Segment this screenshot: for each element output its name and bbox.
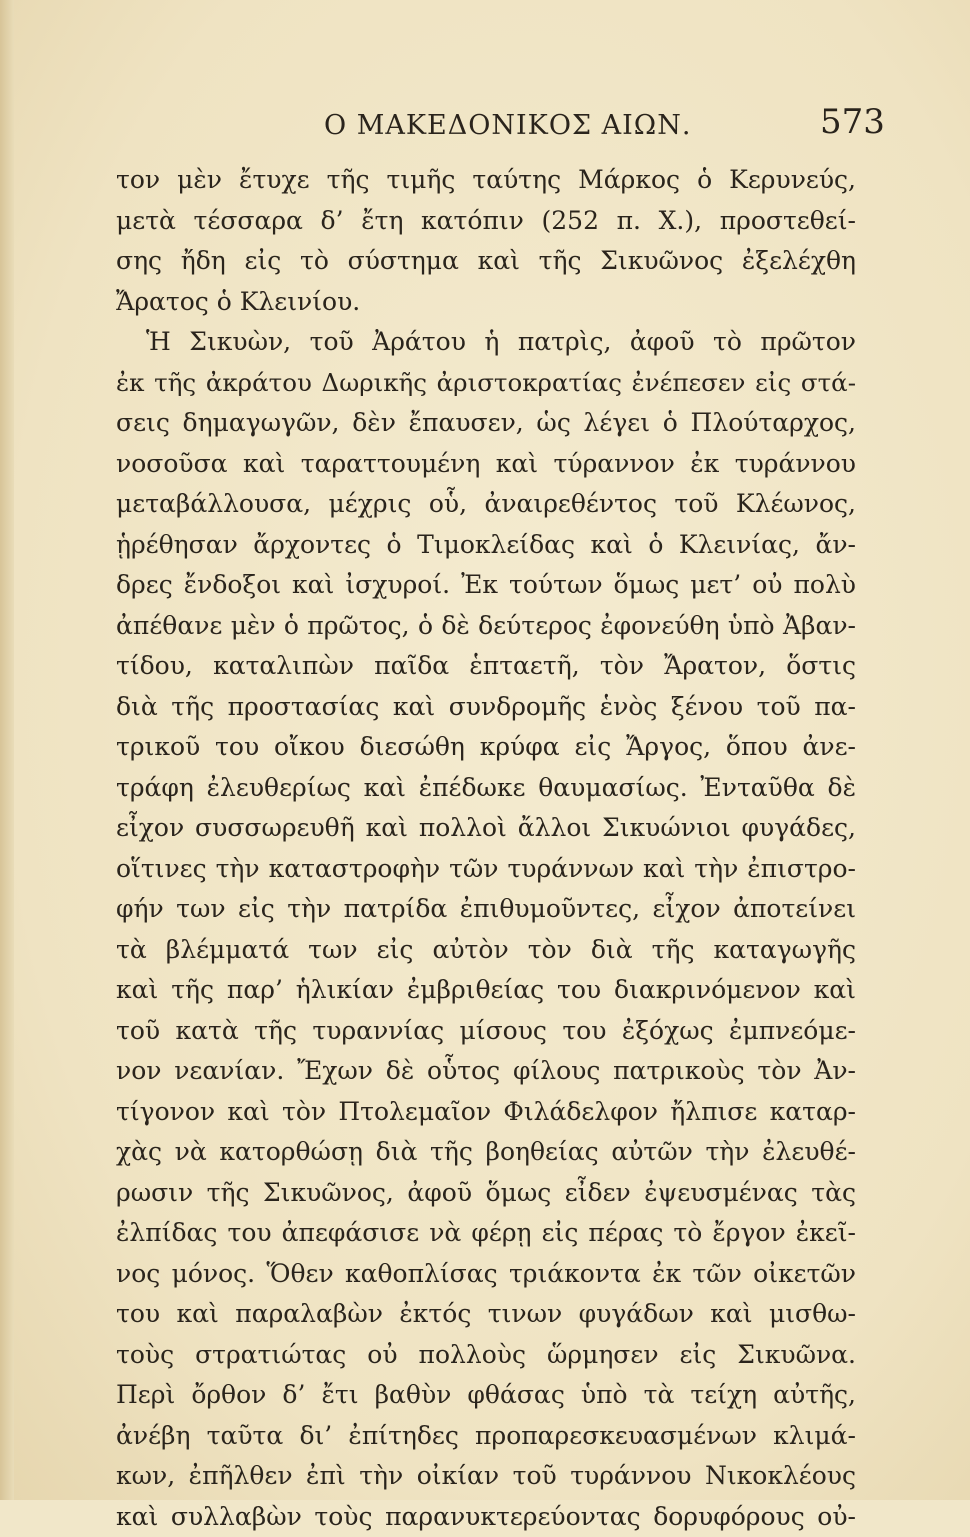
text-line: του καὶ παραλαβὼν ἐκτός τινων φυγάδων καὶ μισθω- xyxy=(116,1294,856,1335)
binding-edge xyxy=(0,0,14,1500)
text-line: εἶχον συσσωρευθῆ καὶ πολλοὶ ἄλλοι Σικυώνιοι φυγάδες, xyxy=(116,808,856,849)
page-number: 573 xyxy=(820,102,885,142)
text-line: σης ἤδη εἰς τὸ σύστημα καὶ τῆς Σικυῶνος ἐξελέχθη xyxy=(116,241,856,282)
text-line: ἀνέβη ταῦτα δι’ ἐπίτηδες προπαρεσκευασμένων κλιμά- xyxy=(116,1416,856,1457)
text-line: κων, ἐπῆλθεν ἐπὶ τὴν οἰκίαν τοῦ τυράννου Νικοκλέους xyxy=(116,1456,856,1497)
text-line: νον νεανίαν. Ἔχων δὲ οὗτος φίλους πατρικοὺς τὸν Ἀν- xyxy=(116,1051,856,1092)
text-line: ᾑρέθησαν ἄρχοντες ὁ Τιμοκλείδας καὶ ὁ Κλεινίας, ἄν- xyxy=(116,525,856,566)
text-line: ἐλπίδας του ἀπεφάσισε νὰ φέρῃ εἰς πέρας τὸ ἔργον ἐκεῖ- xyxy=(116,1213,856,1254)
text-line: ἀπέθανε μὲν ὁ πρῶτος, ὁ δὲ δεύτερος ἐφονεύθη ὑπὸ Ἀβαν- xyxy=(116,606,856,647)
text-line: φήν των εἰς τὴν πατρίδα ἐπιθυμοῦντες, εἶχον ἀποτείνει xyxy=(116,889,856,930)
text-line: τίγονον καὶ τὸν Πτολεμαῖον Φιλάδελφον ἤλπισε καταρ- xyxy=(116,1092,856,1133)
running-head xyxy=(0,100,970,150)
text-line: ρωσιν τῆς Σικυῶνος, ἀφοῦ ὅμως εἶδεν ἐψευσμένας τὰς xyxy=(116,1173,856,1214)
text-line: νος μόνος. Ὅθεν καθοπλίσας τριάκοντα ἐκ τῶν οἰκετῶν xyxy=(116,1254,856,1295)
text-line: οἵτινες τὴν καταστροφὴν τῶν τυράννων καὶ τὴν ἐπιστρο- xyxy=(116,849,856,890)
text-line: τοὺς στρατιώτας οὐ πολλοὺς ὥρμησεν εἰς Σικυῶνα. xyxy=(116,1335,856,1376)
text-line: τράφη ἐλευθερίως καὶ ἐπέδωκε θαυμασίως. Ἐνταῦθα δὲ xyxy=(116,768,856,809)
text-line: σεις δημαγωγῶν, δὲν ἔπαυσεν, ὡς λέγει ὁ Πλούταρχος, xyxy=(116,403,856,444)
text-line: καὶ τῆς παρ’ ἡλικίαν ἐμβριθείας του διακρινόμενον καὶ xyxy=(116,970,856,1011)
text-line: τον μὲν ἔτυχε τῆς τιμῆς ταύτης Μάρκος ὁ Κερυνεύς, xyxy=(116,160,856,201)
body-text xyxy=(116,160,856,1537)
running-title: Ο ΜΑΚΕΔΟΝΙΚΟΣ ΑΙΩΝ. xyxy=(324,110,691,141)
text-line: τίδου, καταλιπὼν παῖδα ἑπταετῆ, τὸν Ἄρατον, ὅστις xyxy=(116,646,856,687)
text-line: τρικοῦ του οἴκου διεσώθη κρύφα εἰς Ἄργος, ὅπου ἀνε- xyxy=(116,727,856,768)
text-line: μετὰ τέσσαρα δ’ ἔτη κατόπιν (252 π. Χ.), προστεθεί- xyxy=(116,201,856,242)
text-line: Ἄρατος ὁ Κλεινίου. xyxy=(116,282,856,323)
text-line: τοῦ κατὰ τῆς τυραννίας μίσους του ἐξόχως ἐμπνεόμε- xyxy=(116,1011,856,1052)
text-line: μεταβάλλουσα, μέχρις οὗ, ἀναιρεθέντος τοῦ Κλέωνος, xyxy=(116,484,856,525)
text-line: Ἡ Σικυὼν, τοῦ Ἀράτου ἡ πατρὶς, ἀφοῦ τὸ πρῶτον xyxy=(116,322,856,363)
text-line: διὰ τῆς προστασίας καὶ συνδρομῆς ἑνὸς ξένου τοῦ πα- xyxy=(116,687,856,728)
text-line: Περὶ ὄρθον δ’ ἔτι βαθὺν φθάσας ὑπὸ τὰ τείχη αὐτῆς, xyxy=(116,1375,856,1416)
text-line: ἐκ τῆς ἀκράτου Δωρικῆς ἀριστοκρατίας ἐνέπεσεν εἰς στά- xyxy=(116,363,856,404)
text-line: χὰς νὰ κατορθώσῃ διὰ τῆς βοηθείας αὐτῶν τὴν ἐλευθέ- xyxy=(116,1132,856,1173)
text-line: τὰ βλέμματά των εἰς αὐτὸν τὸν διὰ τῆς καταγωγῆς xyxy=(116,930,856,971)
text-line: δρες ἔνδοξοι καὶ ἰσχυροί. Ἐκ τούτων ὅμως μετ’ οὐ πολὺ xyxy=(116,565,856,606)
text-line: νοσοῦσα καὶ ταραττουμένη καὶ τύραννον ἐκ τυράννου xyxy=(116,444,856,485)
text-line: καὶ συλλαβὼν τοὺς παρανυκτερεύοντας δορυφόρους οὐ- xyxy=(116,1497,856,1537)
